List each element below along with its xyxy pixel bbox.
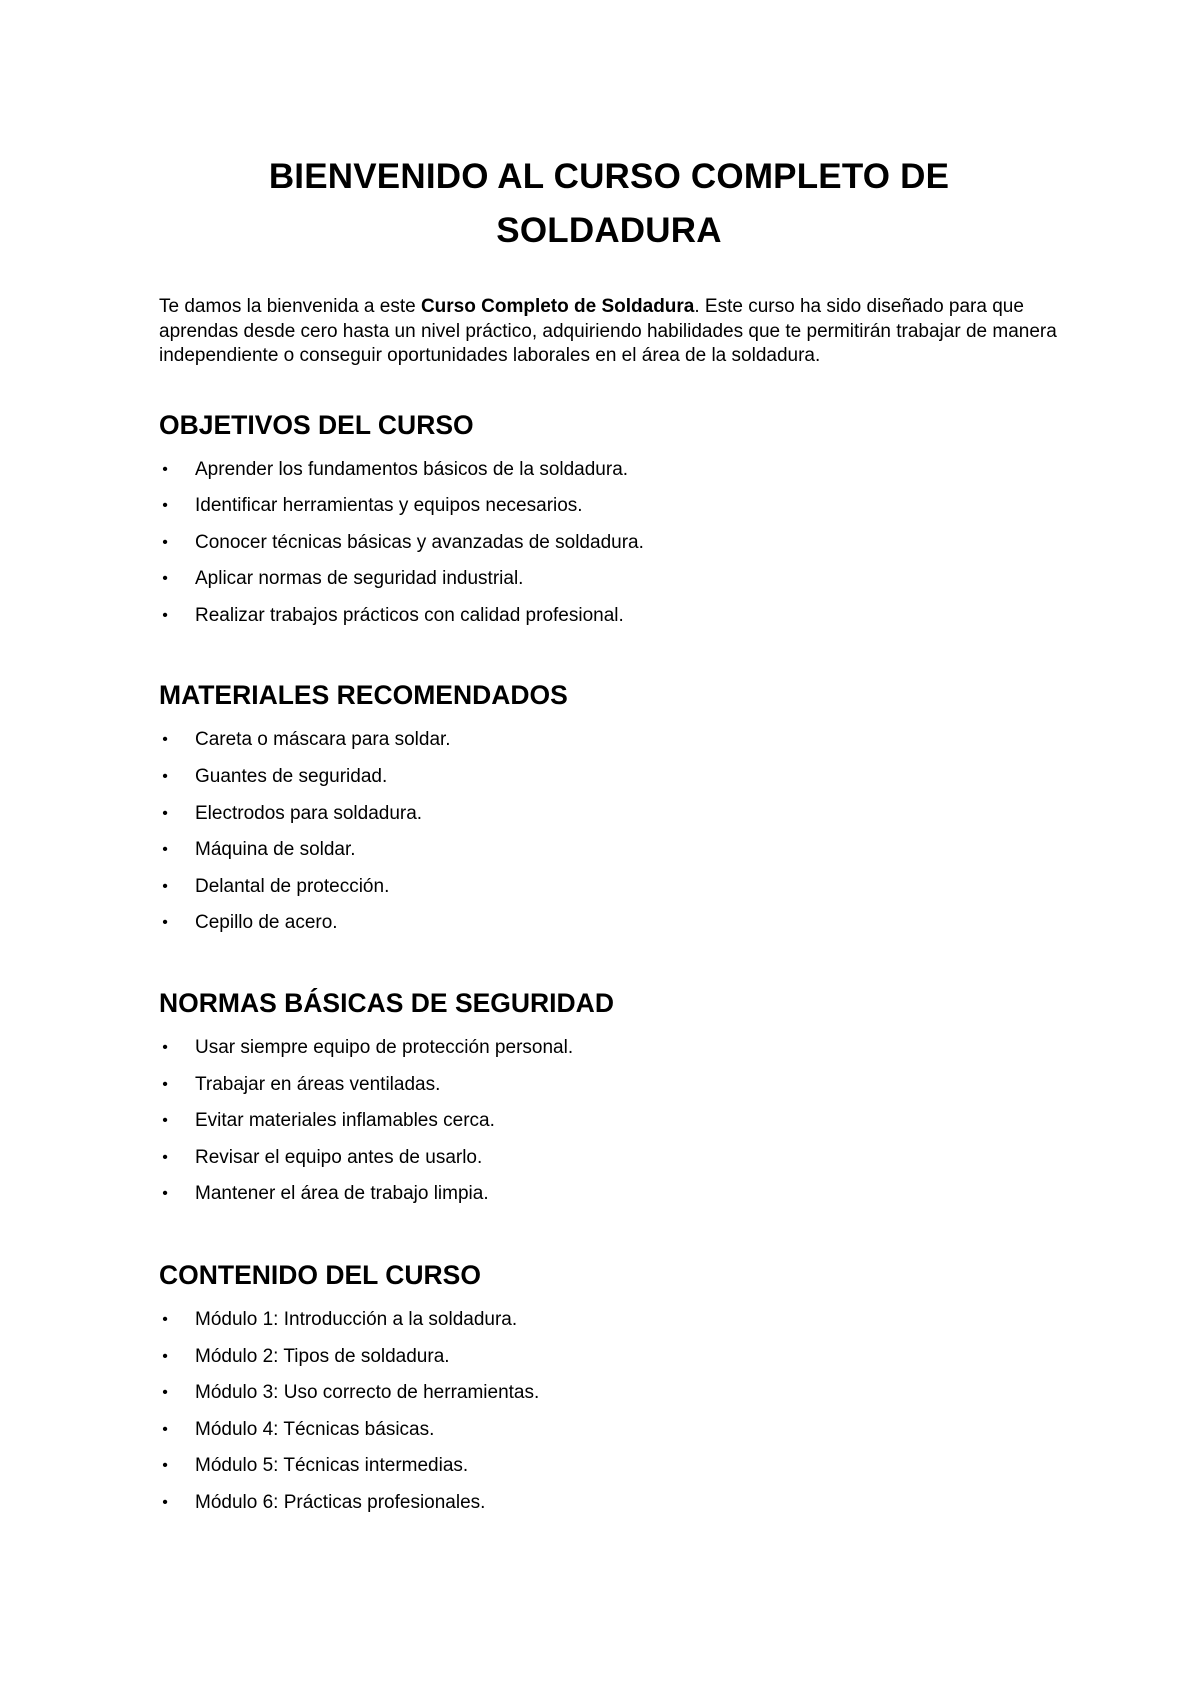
bullet-icon: • <box>162 804 168 822</box>
list-item-text: Guantes de seguridad. <box>195 766 388 788</box>
bullet-icon: • <box>162 1493 168 1511</box>
list-item-text: Delantal de protección. <box>195 875 390 897</box>
section-heading: NORMAS BÁSICAS DE SEGURIDAD <box>159 988 614 1019</box>
list-item-text: Trabajar en áreas ventiladas. <box>195 1073 441 1095</box>
contenido-list <box>159 1302 1059 1522</box>
list-item <box>159 561 1059 598</box>
bullet-icon: • <box>162 1148 168 1166</box>
bullet-icon: • <box>162 1075 168 1093</box>
list-item <box>159 488 1059 525</box>
list-item-text: Electrodos para soldadura. <box>195 802 423 824</box>
bullet-icon: • <box>162 841 168 859</box>
objetivos-list <box>159 452 1059 635</box>
bullet-icon: • <box>162 570 168 588</box>
list-item-text: Aplicar normas de seguridad industrial. <box>195 568 524 590</box>
list-item <box>159 832 1059 869</box>
bullet-icon: • <box>162 1347 168 1365</box>
list-item-text: Conocer técnicas básicas y avanzadas de soldadura. <box>195 531 644 553</box>
list-item <box>159 1412 1059 1449</box>
list-item <box>159 1302 1059 1339</box>
list-item <box>159 1140 1059 1177</box>
list-item <box>159 1448 1059 1485</box>
bullet-icon: • <box>162 1457 168 1475</box>
bullet-icon: • <box>162 1384 168 1402</box>
bullet-icon: • <box>162 1039 168 1057</box>
bullet-icon: • <box>162 877 168 895</box>
section-objetivos <box>159 408 1059 635</box>
list-item-text: Aprender los fundamentos básicos de la soldadura. <box>195 458 629 480</box>
list-item <box>159 1375 1059 1412</box>
section-normas-seguridad <box>159 986 1059 1213</box>
list-item-text: Módulo 5: Técnicas intermedias. <box>195 1455 469 1477</box>
list-item <box>159 1485 1059 1522</box>
bullet-icon: • <box>162 533 168 551</box>
list-item-text: Mantener el área de trabajo limpia. <box>195 1183 489 1205</box>
section-contenido <box>159 1258 1059 1522</box>
list-item-text: Usar siempre equipo de protección personal. <box>195 1037 574 1059</box>
bullet-icon: • <box>162 1311 168 1328</box>
document-title: BIENVENIDO AL CURSO COMPLETO DE SOLDADURA <box>268 157 950 250</box>
list-item <box>159 1339 1059 1376</box>
list-item-text: Módulo 4: Técnicas básicas. <box>195 1418 435 1440</box>
list-item <box>159 905 1059 942</box>
list-item <box>159 722 1059 759</box>
bullet-icon: • <box>162 914 168 932</box>
list-item-text: Identificar herramientas y equipos necesarios. <box>195 495 583 517</box>
list-item <box>159 796 1059 833</box>
list-item-text: Módulo 1: Introducción a la soldadura. <box>195 1309 518 1330</box>
list-item <box>159 759 1059 796</box>
intro-rest-text: . Este curso ha sido diseñado para que aprendas desde cero hasta un nivel práctico, adquiriendo habilidades que te permitirán trabajar de manera independiente o conseguir oportunidades laborales en el área de la soldadura. <box>159 296 1057 366</box>
section-heading: CONTENIDO DEL CURSO <box>159 1260 481 1290</box>
list-item-text: Módulo 3: Uso correcto de herramientas. <box>195 1382 540 1404</box>
list-item <box>159 869 1059 906</box>
intro-lead-text: Te damos la bienvenida a este <box>159 296 421 317</box>
list-item-text: Revisar el equipo antes de usarlo. <box>195 1146 483 1168</box>
list-item <box>159 598 1059 635</box>
intro-paragraph <box>159 295 1059 369</box>
bullet-icon: • <box>162 1420 168 1438</box>
list-item-text: Módulo 2: Tipos de soldadura. <box>195 1345 450 1367</box>
list-item-text: Careta o máscara para soldar. <box>195 729 451 751</box>
list-item-text: Máquina de soldar. <box>195 839 356 861</box>
list-item-text: Cepillo de acero. <box>195 912 338 934</box>
bullet-icon: • <box>162 460 168 478</box>
document-page <box>159 150 1059 1522</box>
materiales-list <box>159 722 1059 942</box>
section-heading: OBJETIVOS DEL CURSO <box>159 409 474 440</box>
bullet-icon: • <box>162 768 168 786</box>
list-item <box>159 1067 1059 1104</box>
list-item <box>159 1103 1059 1140</box>
section-heading: MATERIALES RECOMENDADOS <box>159 680 568 711</box>
list-item <box>159 452 1059 489</box>
section-materiales <box>159 678 1059 942</box>
normas-list <box>159 1030 1059 1213</box>
bullet-icon: • <box>162 1112 168 1130</box>
list-item <box>159 1176 1059 1213</box>
list-item-text: Evitar materiales inflamables cerca. <box>195 1110 495 1132</box>
list-item-text: Módulo 6: Prácticas profesionales. <box>195 1491 486 1513</box>
list-item <box>159 1030 1059 1067</box>
bullet-icon: • <box>162 1185 168 1203</box>
bullet-icon: • <box>162 497 168 515</box>
bullet-icon: • <box>162 731 168 749</box>
intro-course-name: Curso Completo de Soldadura <box>420 296 695 317</box>
list-item <box>159 525 1059 562</box>
list-item-text: Realizar trabajos prácticos con calidad profesional. <box>195 604 624 626</box>
bullet-icon: • <box>162 606 168 624</box>
